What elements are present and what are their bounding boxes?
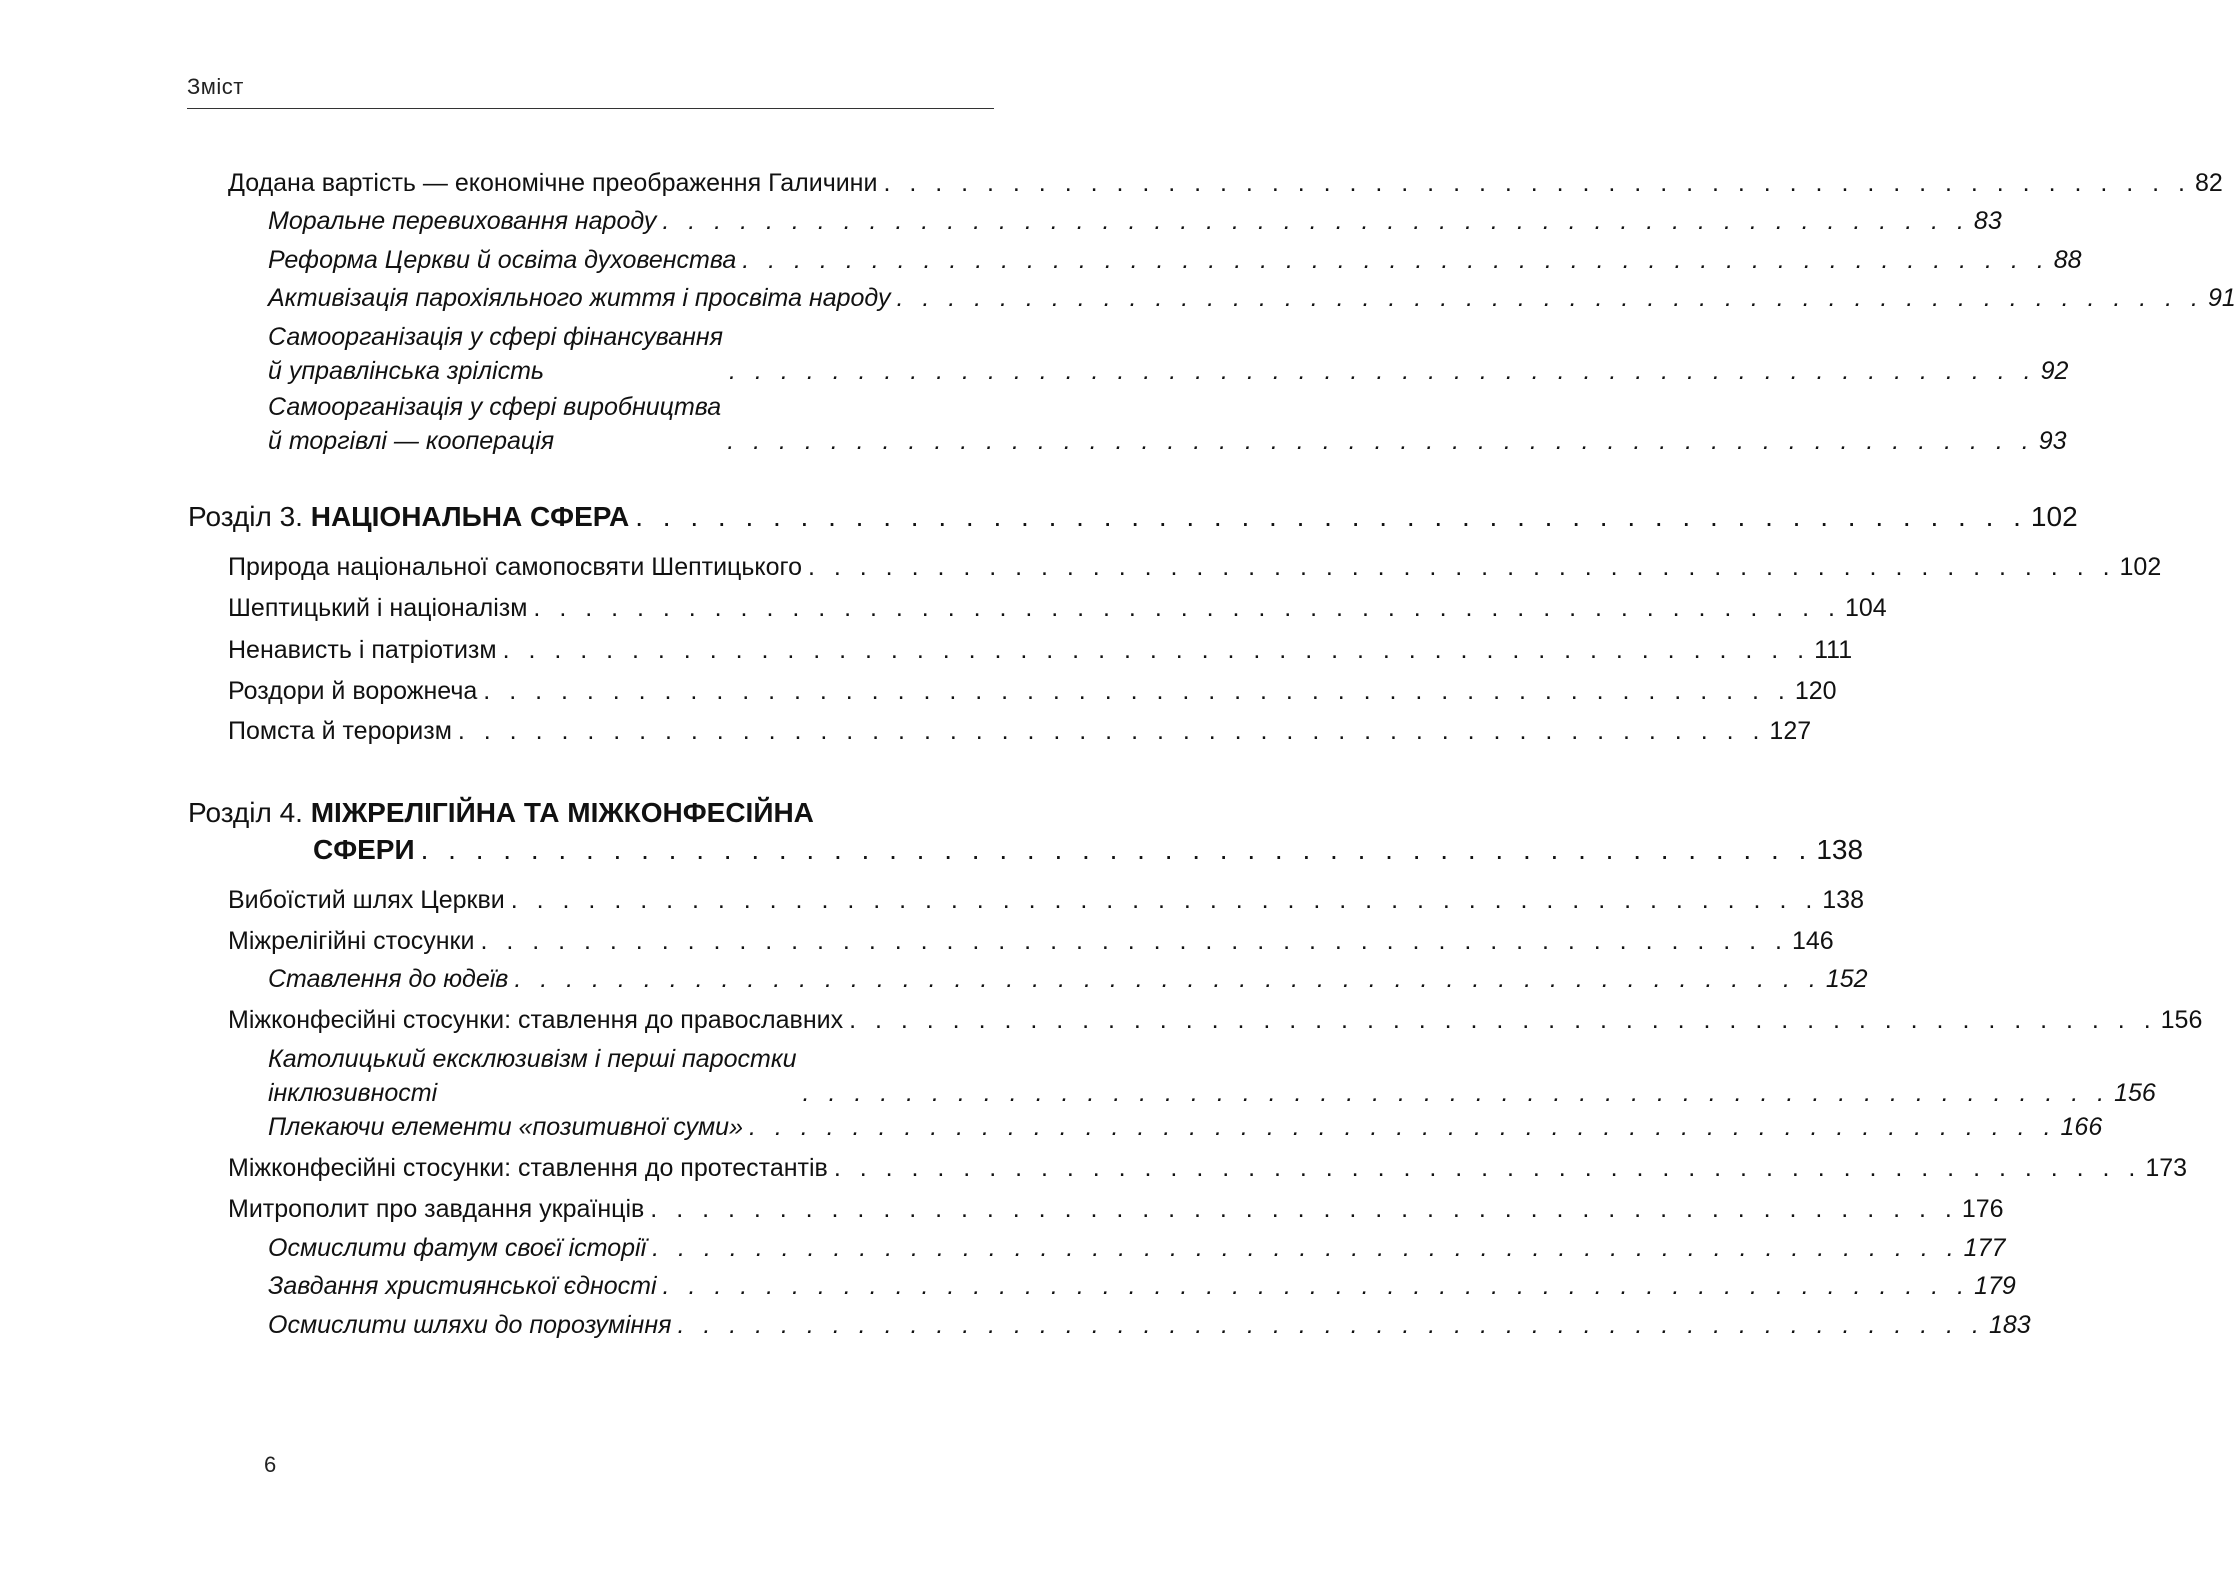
leader-dots: . . . . . . . . . . . . . . . . . . . . . . . . . . . . . . . . . . . . . . . . . . . . . . . . . . . <box>849 1006 2157 1034</box>
toc-entry-page: 146 <box>1791 927 1834 955</box>
toc-entry-page: 127 <box>1769 717 1812 745</box>
page-number: 6 <box>264 1452 277 1477</box>
toc-entry-title: Реформа Церкви й освіта духовенства <box>268 246 737 274</box>
toc-entry-page: 83 <box>1973 207 2002 235</box>
toc-entry-title: Вибоїстий шлях Церкви <box>228 886 505 914</box>
toc-entry-title-line: й торгівлі — кооперація <box>268 427 555 455</box>
leader-dots: . . . . . . . . . . . . . . . . . . . . . . . . . . . . . . . . . . . . . . . . . . . . . . . . . . . <box>483 677 1791 705</box>
toc-subentry[interactable] <box>268 1110 2103 1144</box>
toc-entry-title-line: інклюзивності <box>268 1079 438 1107</box>
toc-entry[interactable] <box>228 1151 2188 1185</box>
leader-dots: . . . . . . . . . . . . . . . . . . . . . . . . . . . . . . . . . . . . . . . . . . . . . . . . . . . <box>480 927 1788 955</box>
chapter-name: НАЦІОНАЛЬНА СФЕРА <box>310 501 630 532</box>
toc-chapter-3[interactable] <box>188 500 2078 534</box>
toc-entry[interactable] <box>228 591 1887 625</box>
toc-entry[interactable] <box>228 1192 2004 1226</box>
leader-dots: . . . . . . . . . . . . . . . . . . . . . . . . . . . . . . . . . . . . . . . . . . . . . . . . . . . <box>896 284 2204 312</box>
toc-entry-title: Додана вартість — економічне преображення Галичини <box>228 169 878 197</box>
toc-entry-title: Осмислити фатум своєї історії <box>268 1234 647 1262</box>
toc-entry-page: 152 <box>1825 965 1868 993</box>
toc-entry[interactable] <box>228 674 1837 708</box>
toc-entry[interactable] <box>228 924 1834 958</box>
toc-entry-page: 120 <box>1794 677 1837 705</box>
toc-entry-title-line: й управлінська зрілість <box>268 357 545 385</box>
toc-entry-title: Міжрелігійні стосунки <box>228 927 475 955</box>
toc-entry-title <box>268 320 723 388</box>
leader-dots: . . . . . . . . . . . . . . . . . . . . . . . . . . . . . . . . . . . . . . . . . . . . . . . . . . . <box>727 427 2035 455</box>
toc-entry[interactable] <box>228 1003 2203 1037</box>
leader-dots: . . . . . . . . . . . . . . . . . . . . . . . . . . . . . . . . . . . . . . . . . . . . . . . . . . . <box>510 886 1819 914</box>
toc-subentry[interactable] <box>268 1269 2016 1303</box>
toc-entry-title <box>268 1042 797 1110</box>
leader-dots: . . . . . . . . . . . . . . . . . . . . . . . . . . . . . . . . . . . . . . . . . . . . . . . . . . . <box>514 965 1822 993</box>
toc-entry-title-line: Самоорганізація у сфері фінансування <box>268 323 724 351</box>
toc-entry-title: Завдання християнської єдності <box>268 1272 657 1300</box>
toc-entry-title: Плекаючи елементи «позитивної суми» <box>268 1113 743 1141</box>
chapter-prefix: Розділ 3. <box>188 501 311 532</box>
toc-entry-page: 179 <box>1974 1272 2016 1300</box>
toc-entry-page: 176 <box>1961 1195 2004 1223</box>
toc-entry-title: Активізація парохіяльного життя і просвіта народу <box>268 284 891 312</box>
toc-entry-page: 138 <box>1816 834 1864 865</box>
toc-entry[interactable] <box>228 633 1853 667</box>
toc-entry-title: Міжконфесійні стосунки: ставлення до протестантів <box>228 1154 828 1182</box>
toc-entry-page: 92 <box>2040 357 2069 385</box>
toc-entry-title: Ставлення до юдеїв <box>268 965 509 993</box>
toc-subentry[interactable] <box>268 1231 2006 1265</box>
toc-entry-page: 166 <box>2060 1113 2103 1141</box>
toc-entry[interactable] <box>228 714 1812 748</box>
running-head: Зміст <box>187 74 244 99</box>
toc-entry-page: 138 <box>1822 886 1864 914</box>
leader-dots: . . . . . . . . . . . . . . . . . . . . . . . . . . . . . . . . . . . . . . . . . . . . . . . . . . . <box>748 1113 2057 1141</box>
toc-entry-title <box>268 390 721 458</box>
leader-dots: . . . . . . . . . . . . . . . . . . . . . . . . . . . . . . . . . . . . . . . . . . . . . . . . . . . <box>729 357 2037 385</box>
toc-subentry[interactable] <box>268 281 2236 315</box>
toc-entry-page: 91 <box>2208 284 2236 312</box>
toc-entry-page: 177 <box>1963 1234 2006 1262</box>
toc-entry-title: Митрополит про завдання українців <box>228 1195 645 1223</box>
toc-subentry[interactable] <box>268 1308 2031 1342</box>
chapter-name: СФЕРИ <box>313 834 415 865</box>
toc-entry-title: Шептицький і націоналізм <box>228 594 528 622</box>
toc-entry-title-line: Католицький ексклюзивізм і перші паростки <box>268 1045 797 1073</box>
toc-entry-page: 156 <box>2114 1079 2156 1107</box>
toc-subentry[interactable] <box>268 320 2069 388</box>
toc-chapter-4[interactable] <box>313 833 1864 867</box>
toc-entry[interactable] <box>228 166 2223 200</box>
toc-entry-page: 102 <box>2119 553 2162 581</box>
toc-entry-title-line: Самоорганізація у сфері виробництва <box>268 393 722 421</box>
toc-entry-title: Ненависть і патріотизм <box>228 636 497 664</box>
leader-dots: . . . . . . . . . . . . . . . . . . . . . . . . . . . . . . . . . . . . . . . . . . . . . . . . . . . <box>635 501 2027 532</box>
toc-entry-page: 183 <box>1988 1311 2031 1339</box>
toc-entry[interactable] <box>228 883 1864 917</box>
toc-entry-title: Міжконфесійні стосунки: ставлення до православних <box>228 1006 844 1034</box>
leader-dots: . . . . . . . . . . . . . . . . . . . . . . . . . . . . . . . . . . . . . . . . . . . . . . . . . . . <box>662 207 1970 235</box>
toc-entry-page: 102 <box>2030 501 2078 532</box>
leader-dots: . . . . . . . . . . . . . . . . . . . . . . . . . . . . . . . . . . . . . . . . . . . . . . . . . . . <box>677 1311 1985 1339</box>
toc-entry-title: Природа національної самопосвяти Шептицького <box>228 553 802 581</box>
leader-dots: . . . . . . . . . . . . . . . . . . . . . . . . . . . . . . . . . . . . . . . . . . . . . . . . . . . <box>652 1234 1960 1262</box>
leader-dots: . . . . . . . . . . . . . . . . . . . . . . . . . . . . . . . . . . . . . . . . . . . . . . . . . . . <box>502 636 1811 664</box>
leader-dots: . . . . . . . . . . . . . . . . . . . . . . . . . . . . . . . . . . . . . . . . . . . . . . . . . . . <box>742 246 2050 274</box>
toc-subentry[interactable] <box>268 204 2002 238</box>
toc-subentry[interactable] <box>268 962 1868 996</box>
leader-dots: . . . . . . . . . . . . . . . . . . . . . . . . . . . . . . . . . . . . . . . . . . . . . . . . . . . <box>662 1272 1971 1300</box>
leader-dots: . . . . . . . . . . . . . . . . . . . . . . . . . . . . . . . . . . . . . . . . . . . . . . . . . . . <box>808 553 2116 581</box>
toc-entry-page: 104 <box>1844 594 1887 622</box>
leader-dots: . . . . . . . . . . . . . . . . . . . . . . . . . . . . . . . . . . . . . . . . . . . . . . . . . . . <box>650 1195 1958 1223</box>
chapter-title <box>188 500 629 534</box>
chapter-name: МІЖРЕЛІГІЙНА ТА МІЖКОНФЕСІЙНА <box>310 797 814 828</box>
leader-dots: . . . . . . . . . . . . . . . . . . . . . . . . . . . . . . . . . . . . . . . . . . . . . . . . . . . <box>802 1079 2111 1107</box>
chapter-title <box>313 833 415 867</box>
toc-subentry[interactable] <box>268 243 2082 277</box>
toc-entry-title: Помста й тероризм <box>228 717 452 745</box>
toc-entry-page: 88 <box>2053 246 2082 274</box>
leader-dots: . . . . . . . . . . . . . . . . . . . . . . . . . . . . . . . . . . . . . . . . . . . . . . . . . . . <box>883 169 2191 197</box>
leader-dots: . . . . . . . . . . . . . . . . . . . . . . . . . . . . . . . . . . . . . . . . . . . . . . . . . . . <box>833 1154 2142 1182</box>
toc-subentry[interactable] <box>268 390 2067 458</box>
chapter-prefix: Розділ 4. <box>188 797 311 828</box>
toc-entry-page: 82 <box>2194 169 2223 197</box>
toc-chapter-4-heading[interactable] <box>188 795 814 831</box>
toc-subentry[interactable] <box>268 1042 2156 1110</box>
toc-entry[interactable] <box>228 550 2162 584</box>
leader-dots: . . . . . . . . . . . . . . . . . . . . . . . . . . . . . . . . . . . . . . . . . . . . . . . . . . . <box>533 594 1841 622</box>
toc-entry-page: 156 <box>2160 1006 2203 1034</box>
toc-entry-page: 111 <box>1814 636 1853 664</box>
leader-dots: . . . . . . . . . . . . . . . . . . . . . . . . . . . . . . . . . . . . . . . . . . . . . . . . . . . <box>457 717 1766 745</box>
leader-dots: . . . . . . . . . . . . . . . . . . . . . . . . . . . . . . . . . . . . . . . . . . . . . . . . . . . <box>420 834 1813 865</box>
toc-entry-title: Моральне перевиховання народу <box>268 207 657 235</box>
toc-entry-title: Роздори й ворожнеча <box>228 677 478 705</box>
toc-entry-page: 173 <box>2145 1154 2188 1182</box>
toc-entry-title: Осмислити шляхи до порозуміння <box>268 1311 672 1339</box>
toc-entry-page: 93 <box>2038 427 2067 455</box>
